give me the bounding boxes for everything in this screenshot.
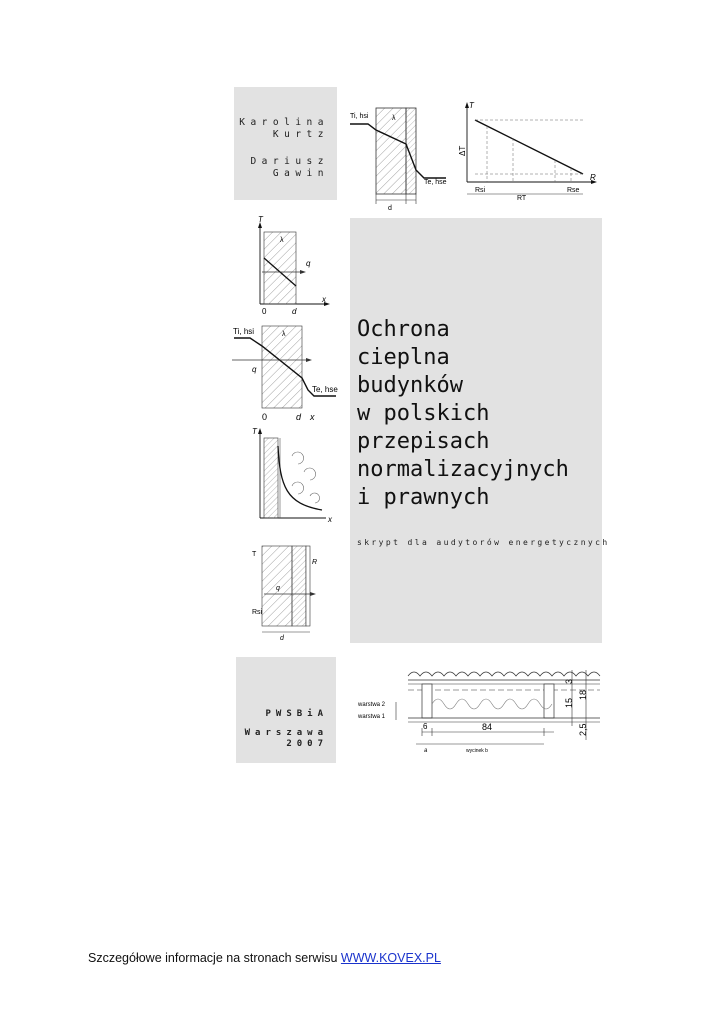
label-zero: 0: [262, 412, 268, 422]
label-lambda: λ: [280, 237, 284, 244]
author1-last-name: Kurtz: [272, 129, 329, 140]
dim-18: 18: [578, 689, 588, 700]
axis-label-t: T: [252, 427, 257, 436]
label-te-hse: Te, hse: [424, 179, 447, 186]
label-te-hse: Te, hse: [312, 385, 338, 394]
author2-first-name: Dariusz: [250, 156, 329, 167]
dim-84: 84: [482, 722, 493, 732]
label-rsi: Rsi: [475, 187, 486, 194]
roof-section-diagram: [356, 664, 606, 764]
label-rt: RT: [517, 195, 527, 202]
label-q: q: [306, 259, 311, 268]
book-title: Ochrona cieplna budynków w polskich przepisach normalizacyjnych i prawnych: [357, 317, 569, 510]
axis-label-r: R: [590, 173, 596, 182]
publisher-box: [236, 657, 336, 763]
label-d: d: [292, 307, 297, 316]
axis-label-x: x: [322, 295, 326, 304]
label-lambda: λ: [392, 115, 396, 122]
dim-2-5: 2,5: [578, 723, 588, 736]
label-rse: Rse: [567, 187, 580, 194]
label-zero: 0: [262, 307, 267, 316]
book-subtitle: skrypt dla audytorów energetycznych: [357, 538, 610, 547]
dim-6: 6: [423, 722, 428, 731]
boundary-layer-wall-diagram: [232, 322, 340, 424]
footer-text: Szczegółowe informacje na stronach serwisu: [88, 951, 338, 965]
label-delta-t: ΔT: [458, 145, 467, 156]
label-lambda: λ: [282, 331, 286, 338]
label-ti-hsi: Ti, hsi: [233, 327, 255, 336]
label-d: d: [280, 635, 284, 642]
axis-label-x: x: [310, 412, 315, 422]
footer-line: [88, 951, 441, 965]
title-box: [350, 218, 610, 643]
label-d: d: [296, 412, 302, 422]
publisher-name: PWSBiA: [265, 709, 328, 719]
resistance-temperature-graph: [455, 100, 605, 200]
label-layer1: warstwa 1: [358, 714, 386, 720]
label-d: d: [388, 205, 392, 212]
label-layer2: warstwa 2: [358, 702, 386, 708]
label-q: q: [252, 365, 257, 374]
axis-label-x: x: [328, 515, 332, 524]
wall-temperature-diagram: [346, 104, 456, 212]
multilayer-wall-diagram: [250, 542, 330, 642]
author2-last-name: Gawin: [272, 168, 329, 179]
convection-wall-diagram: [252, 426, 338, 526]
authors-box: [234, 87, 337, 200]
label-r: R: [312, 559, 318, 566]
author1-first-name: Karolina: [239, 117, 329, 128]
axis-label-t: T: [469, 101, 474, 110]
label-ti-hsi: Ti, hsi: [350, 113, 369, 120]
publisher-year: 2007: [286, 739, 328, 749]
label-section-b: wycinek b: [466, 748, 488, 754]
publisher-city: Warszawa: [244, 728, 328, 738]
label-q: q: [276, 585, 280, 592]
label-rsi: Rsi: [252, 609, 263, 616]
single-layer-wall-diagram: [246, 216, 336, 318]
dim-15: 15: [564, 697, 574, 708]
dim-a: a: [424, 748, 428, 754]
label-t: T: [252, 551, 257, 558]
dim-3: 3: [564, 678, 574, 684]
axis-label-t: T: [258, 215, 263, 224]
kovex-link[interactable]: WWW.KOVEX.PL: [340, 951, 441, 965]
